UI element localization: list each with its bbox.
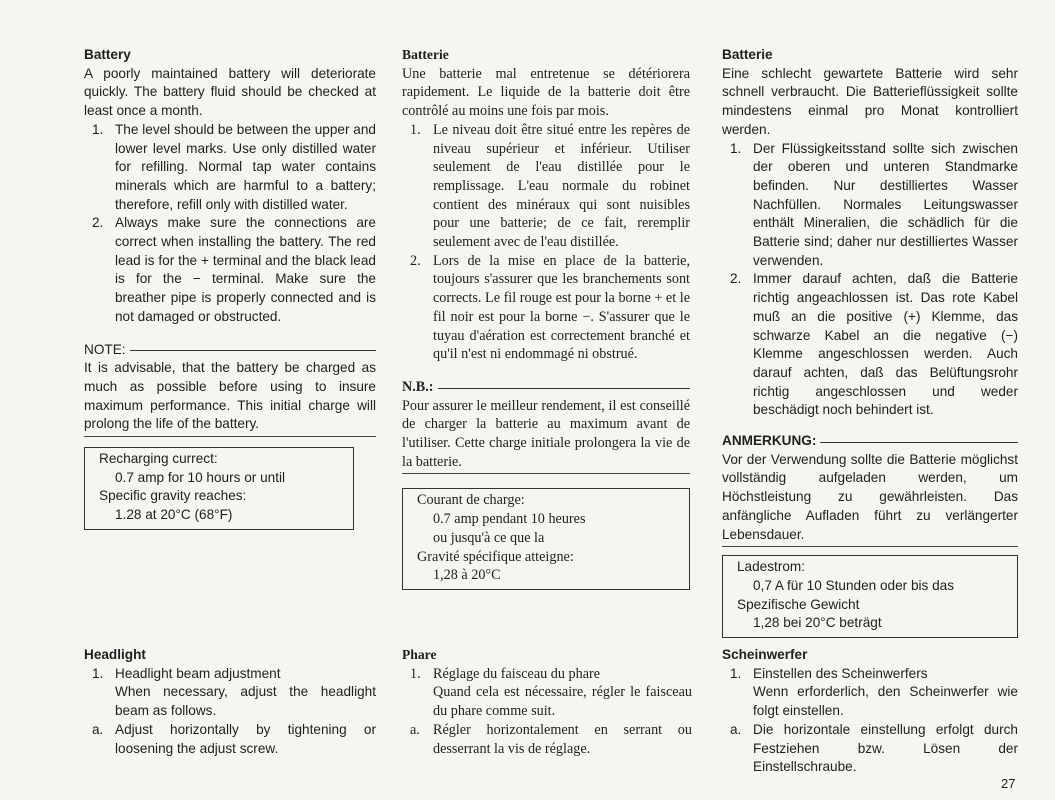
charging-box-de: Ladestrom: 0,7 A für 10 Stunden oder bis das Spezifische Gewicht 1,28 bei 20°C beträgt bbox=[722, 555, 1018, 638]
headlight-instruction-en: When necessary, adjust the headlight beam as follows. bbox=[115, 684, 376, 719]
battery-intro-de: Eine schlecht gewartete Batterie wird sehr schnell verbraucht. Die Batterieflüssigkeit sollte mindestens einmal pro Monat kontrolliert werden. bbox=[722, 65, 1018, 137]
charging-box-en: Recharging currect: 0.7 amp for 10 hours or until Specific gravity reaches: 1.28 at 20°C (68°F) bbox=[84, 447, 354, 530]
note-heading-en: NOTE: bbox=[84, 341, 376, 360]
battery-intro-fr: Une batterie mal entretenue se détériorera rapidement. Le liquide de la batterie doit être contrôlé au moins une fois par mois. bbox=[402, 65, 690, 120]
list-item: 2. Immer darauf achten, daß die Batterie richtig angeachlossen ist. Das rote Kabel muß an die positive (+) Klemme, das schwarze Kabel an die negative (−) Klemme angeschlossen werden. Auch darauf achten, daß das Belüftungsrohr richtig angeschlossen und weder beschädigt noch behindert ist. bbox=[730, 271, 1018, 418]
battery-list-en bbox=[84, 121, 376, 327]
french-column bbox=[402, 46, 690, 590]
list-item: 1. Einstellen des Scheinwerfers bbox=[730, 665, 928, 681]
list-item: a. Régler horizontalement en serrant ou desserrant la vis de réglage. bbox=[410, 721, 692, 757]
headlight-section-fr bbox=[402, 646, 692, 758]
headlight-instruction-de: Wenn erforderlich, den Scheinwerfer wie folgt einstellen. bbox=[753, 684, 1018, 719]
list-item: 2. Always make sure the connections are correct when installing the battery. The red lead is for the + terminal and the black lead is for the − terminal. Make sure the breather pipe is properly connected and is not damaged or obstructed. bbox=[92, 215, 376, 324]
battery-list-fr bbox=[402, 121, 690, 364]
list-item: 1. Headlight beam adjustment bbox=[92, 665, 281, 681]
battery-heading-de: Batterie bbox=[722, 47, 773, 62]
list-item: a. Adjust horizontally by tightening or loosening the adjust screw. bbox=[92, 721, 376, 756]
charging-box-fr: Courant de charge: 0.7 amp pendant 10 heures ou jusqu'à ce que la Gravité spécifique atteigne: 1,28 à 20°C bbox=[402, 488, 690, 590]
headlight-instruction-fr: Quand cela est nécessaire, régler le faisceau du phare comme suit. bbox=[433, 684, 692, 720]
english-column bbox=[84, 46, 376, 530]
headlight-heading-de: Scheinwerfer bbox=[722, 647, 808, 662]
list-item: a. Die horizontale einstellung erfolgt durch Festziehen bzw. Lösen der Einstellschraube. bbox=[730, 721, 1018, 775]
battery-list-de bbox=[722, 140, 1018, 421]
divider bbox=[130, 350, 376, 351]
battery-heading-fr: Batterie bbox=[402, 47, 449, 62]
battery-heading-en: Battery bbox=[84, 47, 131, 62]
page-number: 27 bbox=[1001, 776, 1016, 791]
headlight-heading-en: Headlight bbox=[84, 647, 146, 662]
divider bbox=[820, 442, 1018, 443]
list-item: 1. The level should be between the upper and lower level marks. Use only distilled water for refilling. Normal tap water contains minerals which are harmful to a battery; therefore, refill only with distilled water. bbox=[92, 121, 376, 212]
list-item: 1. Der Flüssigkeitsstand sollte sich zwischen der oberen und unteren Standmarke befinden. Nur destilliertes Wasser Nachfüllen. Normales Leitungswasser enthält Mineralien, die schädlich für die Batterie sind; daher nur destilliertes Wasser verwenden. bbox=[730, 140, 1018, 268]
german-column bbox=[722, 46, 1018, 638]
note-heading-fr: N.B.: bbox=[402, 378, 690, 397]
list-item: 2. Lors de la mise en place de la batterie, toujours s'assurer que les branchements sont corrects. Le fil rouge est pour la borne + et le fil noir est pour la borne −. S'assurer que le tuyau d'aération est correctement branché et qu'il n'est ni endommagé ni obstrué. bbox=[410, 252, 690, 363]
headlight-section-en bbox=[84, 646, 376, 758]
divider bbox=[438, 388, 690, 389]
battery-intro-en: A poorly maintained battery will deteriorate quickly. The battery fluid should be checked at least once a month. bbox=[84, 65, 376, 119]
headlight-heading-fr: Phare bbox=[402, 647, 437, 662]
list-item: 1. Réglage du faisceau du phare bbox=[410, 665, 601, 682]
note-heading-de: ANMERKUNG: bbox=[722, 432, 1018, 451]
note-text-en: It is advisable, that the battery be charged as much as possible before using to insure maximum performance. This initial charge will prolong the life of the battery. bbox=[84, 359, 376, 437]
note-text-fr: Pour assurer le meilleur rendement, il est conseillé de charger la batterie au maximum avant de l'utiliser. Cette charge initiale prolongera la vie de la batterie. bbox=[402, 397, 690, 475]
list-item: 1. Le niveau doit être situé entre les repères de niveau supérieur et inférieur. Utiliser seulement de l'eau distillée pour le remplissage. L'eau normale du robinet contient des minéraux qui sont nuisibles pour une batterie; de ce fait, reremplir seulement avec de l'eau distillée. bbox=[410, 121, 690, 251]
headlight-section-de bbox=[722, 646, 1018, 777]
note-text-de: Vor der Verwendung sollte die Batterie möglichst vollständig aufgeladen werden, um Höchstleistung zu gewährleisten. Das anfängliche Aufladen führt zu verlängerter Lebensdauer. bbox=[722, 451, 1018, 548]
